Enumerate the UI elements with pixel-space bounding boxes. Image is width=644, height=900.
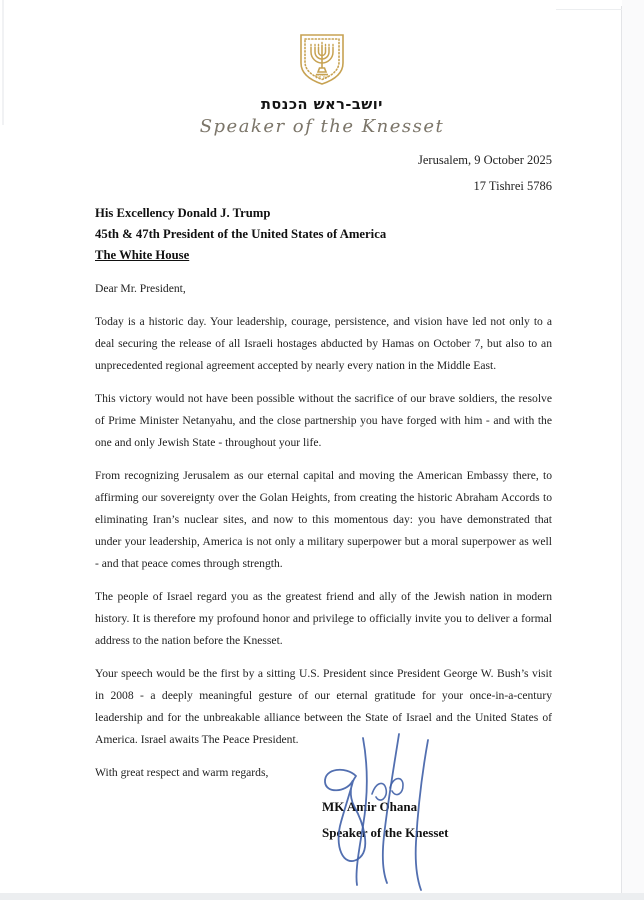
- recipient-title: 45th & 47th President of the United States of America: [95, 227, 387, 241]
- signature-block: [322, 794, 552, 846]
- recipient-address: The White House: [95, 248, 190, 262]
- dateline-place-date: Jerusalem, 9 October 2025: [418, 153, 552, 167]
- letterhead: [0, 30, 644, 138]
- paragraph-5: Your speech would be the first by a sitting U.S. President since President George W. Bush’s visit in 2008 - a deeply meaningful gesture of our eternal gratitude for your once-in-a-century leadership and for the unbreakable alliance between the State of Israel and the United States of America. Israel awaits The Peace President.: [95, 667, 552, 746]
- english-script-title: Speaker of the Knesset: [199, 116, 445, 137]
- israel-state-emblem-icon: [292, 30, 352, 88]
- dateline-hebrew-date: 17 Tishrei 5786: [473, 179, 552, 193]
- paragraph-4: The people of Israel regard you as the greatest friend and ally of the Jewish nation in modern history. It is therefore my profound honor and privilege to officially invite you to deliver a formal address to the nation before the Knesset.: [95, 590, 552, 647]
- page-edge-bottom: [0, 893, 644, 900]
- paragraph-1: Today is a historic day. Your leadership, courage, persistence, and vision have led not only to a deal securing the release of all Israeli hostages abducted by Hamas on October 7, but also to an unprecedented regional agreement accepted by nearly every nation in the Middle East.: [95, 315, 552, 372]
- signatory-name: MK Amir Ohana: [322, 799, 418, 814]
- paragraph-2: This victory would not have been possible without the sacrifice of our brave soldiers, the resolve of Prime Minister Netanyahu, and the close partnership you have forged with him - and with the one and only Jewish State - throughout your life.: [95, 392, 552, 449]
- recipient-name: His Excellency Donald J. Trump: [95, 206, 271, 220]
- signatory-title: Speaker of the Knesset: [322, 825, 449, 840]
- salutation: Dear Mr. President,: [95, 282, 186, 295]
- dateline: [0, 147, 552, 199]
- page-edge-top: [556, 9, 622, 10]
- closing: With great respect and warm regards,: [95, 766, 269, 779]
- page-edge-right: [621, 6, 622, 900]
- letter-body: [95, 278, 552, 784]
- recipient-block: [95, 203, 552, 266]
- emblem-caption: ישראל: [314, 74, 330, 81]
- hebrew-title: יושב-ראש הכנסת: [261, 97, 383, 113]
- paragraph-3: From recognizing Jerusalem as our eternal capital and moving the American Embassy there, to affirming our sovereignty over the Golan Heights, from creating the historic Abraham Accords to eliminating Iran’s nuclear sites, and now to this momentous day: you have demonstrated that under your leadership, America is not only a military superpower but a moral superpower as well - and that peace comes through strength.: [95, 469, 552, 570]
- page-edge-right-strip: [622, 0, 644, 900]
- page-edge-left: [2, 0, 4, 125]
